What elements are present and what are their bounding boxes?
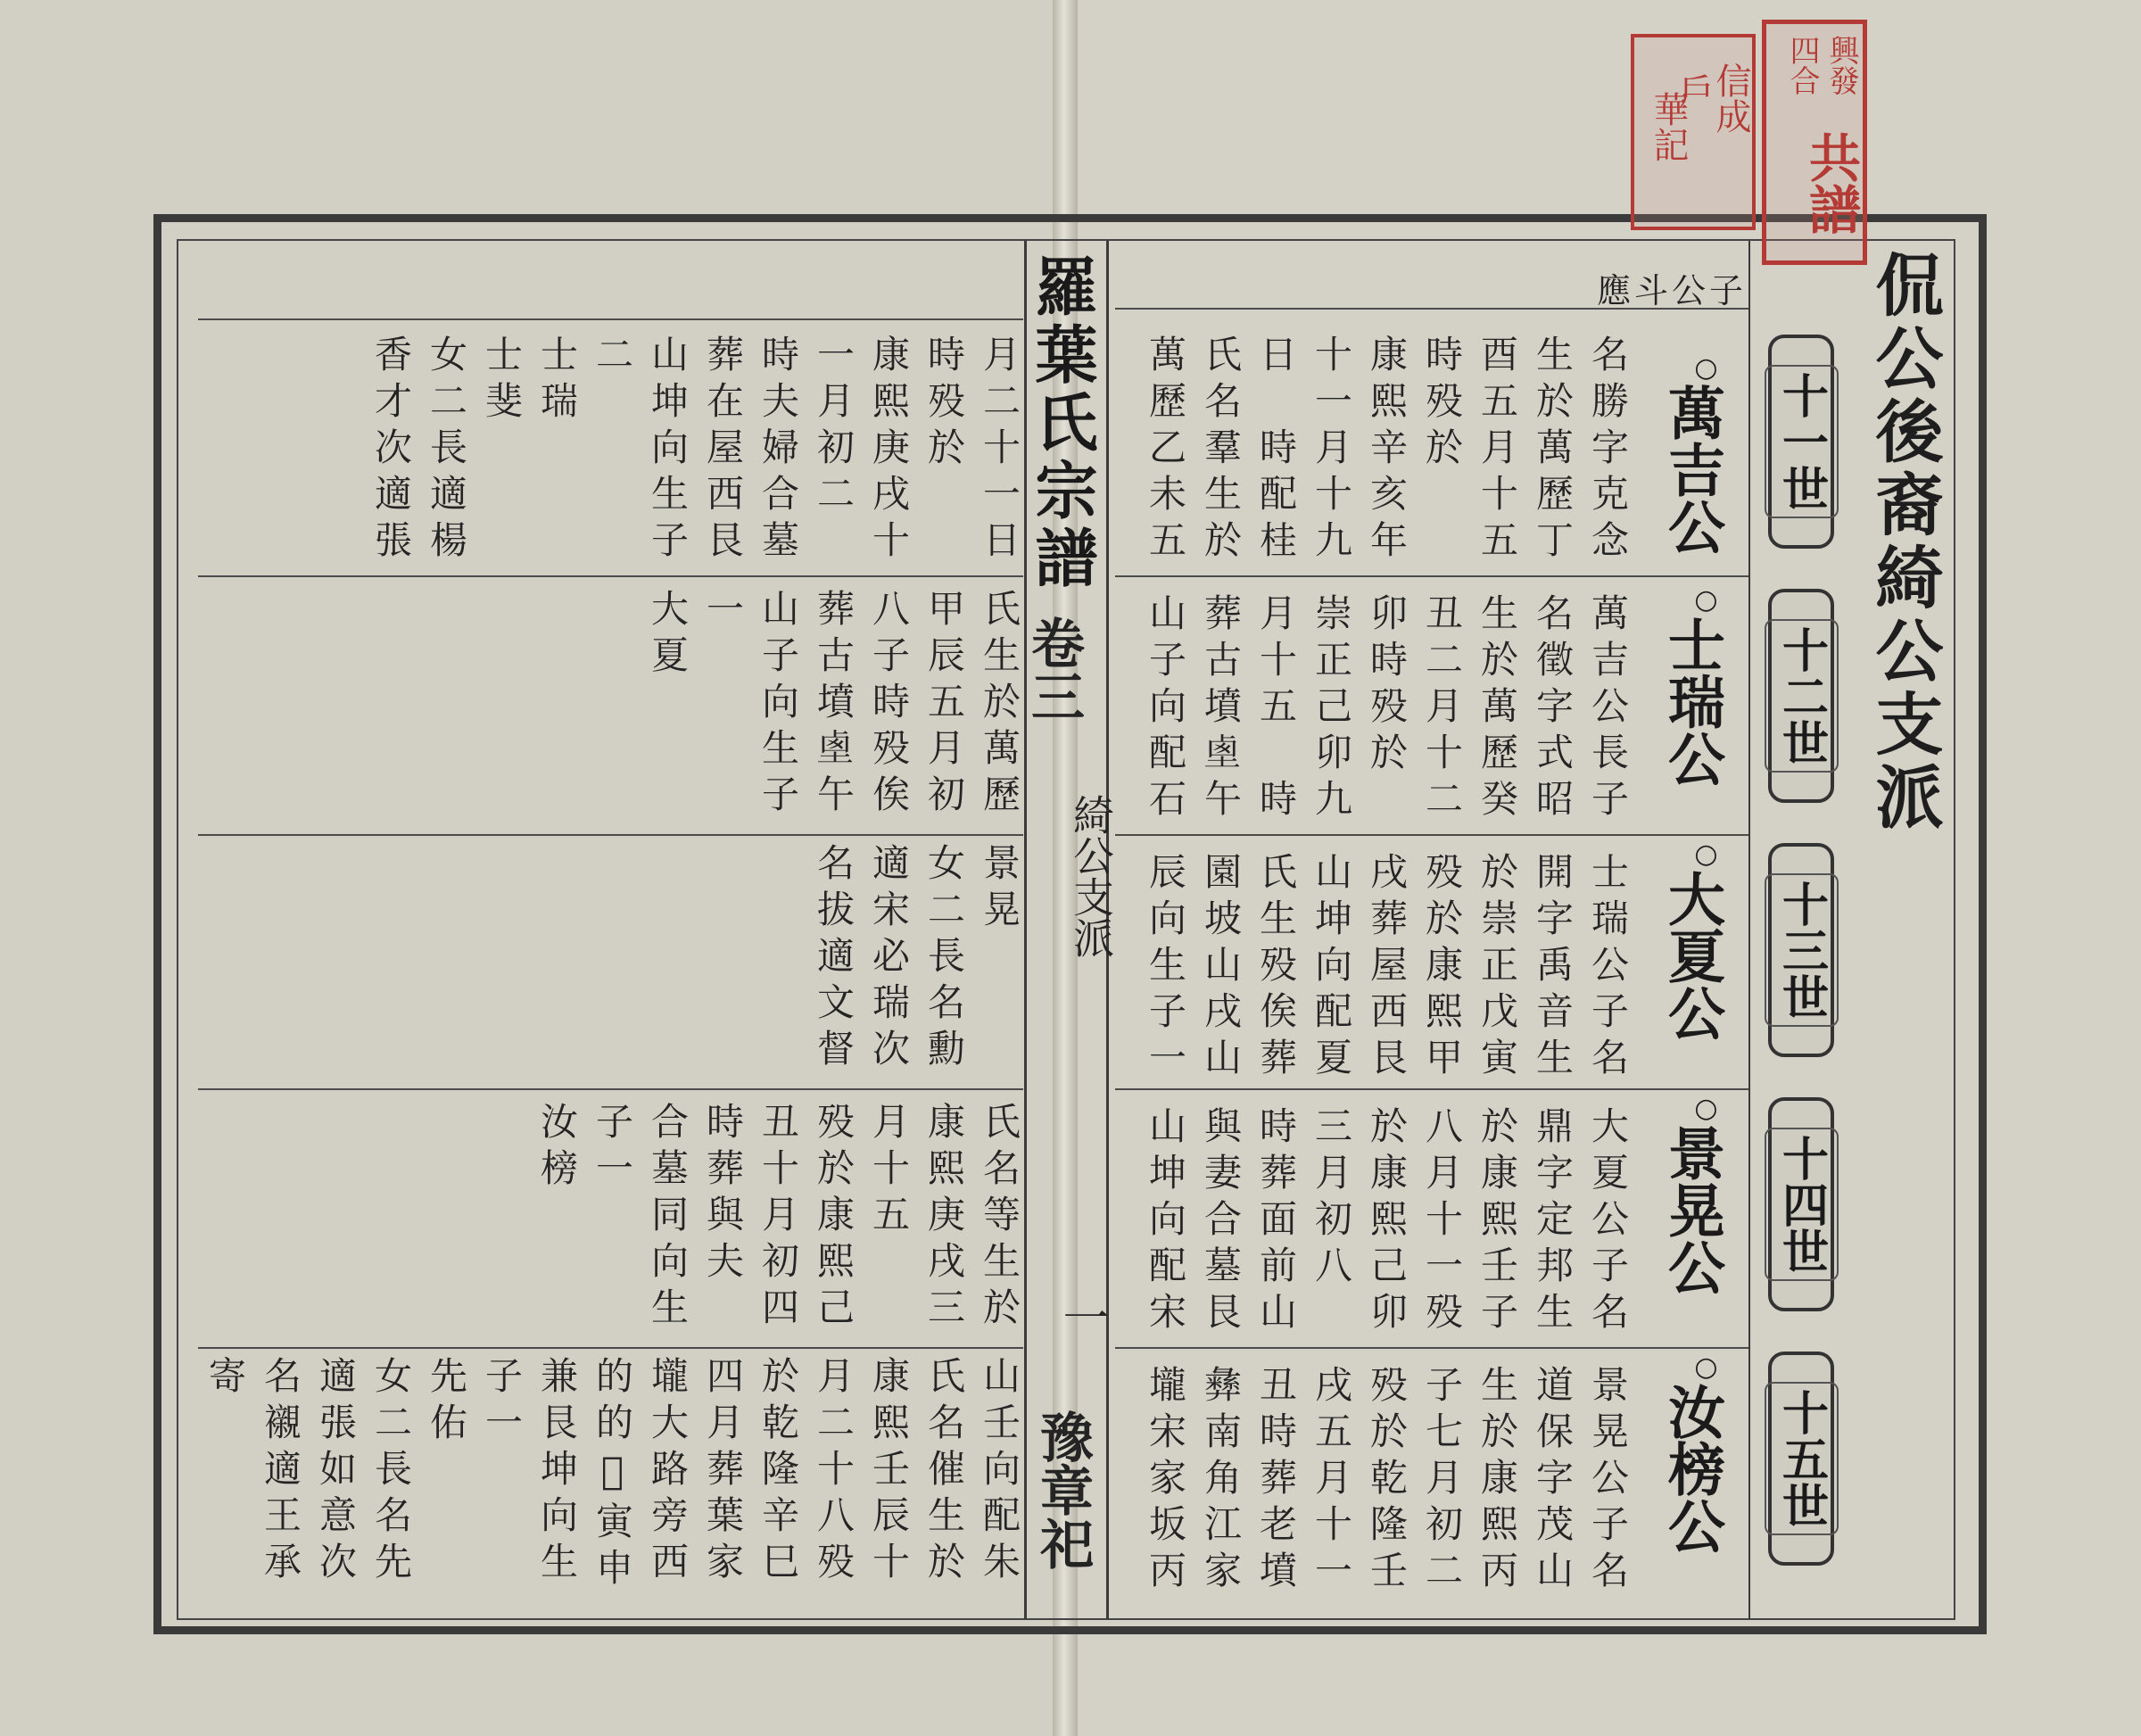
row-line-3	[1115, 1088, 1748, 1090]
left-column: 適張如意次	[314, 1356, 358, 1588]
left-column: 一	[701, 589, 745, 635]
red-seal-right	[1762, 20, 1867, 265]
left-column: 女二長名先	[369, 1356, 413, 1588]
left-column: 甲辰五月初	[922, 589, 966, 821]
left-column: 康熙庚戌三	[922, 1102, 966, 1334]
left-column: 氏生於萬歷	[978, 589, 1021, 821]
left-row-line-2	[198, 575, 1023, 577]
bio-column: 十一月十九	[1310, 335, 1353, 566]
generation-box-12	[1768, 589, 1834, 803]
left-column: 氏名催生於	[922, 1356, 966, 1588]
bio-column: 子七月初二	[1420, 1365, 1464, 1597]
left-column: 大夏	[646, 589, 690, 682]
bio-column: 於崇正戊寅	[1476, 852, 1519, 1084]
bio-column: 丑時葬老墳	[1254, 1365, 1298, 1597]
left-column: 月二十一日	[978, 335, 1021, 566]
bio-column: 萬歷乙未五	[1144, 335, 1187, 566]
bio-column: 壠宋家坂丙	[1144, 1365, 1187, 1597]
left-column: 子一	[591, 1102, 634, 1195]
left-column: 合墓同向生	[646, 1102, 690, 1334]
bio-column: 葬古墳𡍏午	[1199, 593, 1243, 825]
bio-column: 八月十一殁	[1420, 1106, 1464, 1338]
red-seal-left	[1631, 34, 1756, 230]
bio-column: 與妻合墓艮	[1199, 1106, 1243, 1338]
left-column: 四月葬葉家	[701, 1356, 745, 1588]
bio-column: 鼎字定邦生	[1531, 1106, 1575, 1338]
bio-column: 景晃公子名	[1586, 1365, 1630, 1597]
bio-column: 戌五月十一	[1310, 1365, 1353, 1597]
left-column: 葬古墳𡍏午	[812, 589, 856, 821]
bio-column: 氏名羣生於	[1199, 335, 1243, 566]
bio-column: 戌葬屋西艮	[1365, 852, 1409, 1084]
left-column: 香才次適張	[369, 335, 413, 566]
left-column: 景晃	[978, 843, 1021, 936]
left-column: 女二長適楊	[425, 335, 468, 566]
spine-page-number: 一	[1054, 1294, 1108, 1340]
left-column: 康熙壬辰十	[867, 1356, 911, 1588]
generation-box-15	[1768, 1352, 1834, 1566]
left-row-line-5	[198, 1347, 1023, 1349]
seal-text: 興發	[1823, 35, 1859, 95]
seal-text: 戶	[1673, 73, 1714, 109]
generation-label: 十一世	[1765, 365, 1839, 518]
bio-column: 彝南角江家	[1199, 1365, 1243, 1597]
left-column: 丑十月初四	[756, 1102, 800, 1334]
spine-book-title: 羅葉氏宗譜	[1025, 254, 1099, 593]
bio-column: 崇正己卯九	[1310, 593, 1353, 825]
bio-column: 丑二月十二	[1420, 593, 1464, 825]
left-column: 寄	[203, 1356, 247, 1402]
left-column: 兼艮坤向生	[535, 1356, 579, 1588]
generation-column-line	[1748, 241, 1750, 1619]
bio-column: 殁於康熙甲	[1420, 852, 1464, 1084]
seal-text: 四合	[1784, 35, 1820, 95]
left-column: 士瑞	[535, 335, 579, 427]
bio-column: 大夏公子名	[1586, 1106, 1630, 1338]
bio-column: 山坤向配宋	[1144, 1106, 1187, 1338]
left-column: 時葬與夫	[701, 1102, 745, 1287]
left-column: 先佑	[425, 1356, 468, 1449]
left-column: 山子向生子	[756, 589, 800, 821]
person-name-jinghuang: ○景晃公	[1658, 1093, 1725, 1295]
bio-column: 月十五 時	[1254, 593, 1298, 825]
spine-volume: 卷三	[1022, 616, 1085, 723]
left-column: 月十五	[867, 1102, 911, 1241]
left-column: 子一	[480, 1356, 524, 1449]
left-column: 氏名等生於	[978, 1102, 1021, 1334]
left-column: 適宋必瑞次	[867, 843, 911, 1075]
bio-column: 於康熙壬子	[1476, 1106, 1519, 1338]
bio-column: 於康熙己卯	[1365, 1106, 1409, 1338]
bio-column: 酉五月十五	[1476, 335, 1519, 566]
row-line-1	[1115, 575, 1748, 577]
bio-column: 士瑞公子名	[1586, 852, 1630, 1084]
left-column: 時夫婦合墓	[756, 335, 800, 566]
bio-column: 名徵字式昭	[1531, 593, 1575, 825]
bio-column: 卯時殁於	[1365, 593, 1409, 779]
left-column: 月二十八殁	[812, 1356, 856, 1588]
left-column: 葬在屋西艮	[701, 335, 745, 566]
bio-column: 時葬面前山	[1254, 1106, 1298, 1338]
bio-column: 三月初八	[1310, 1106, 1353, 1292]
generation-box-14	[1768, 1097, 1834, 1311]
left-column: 壠大路旁西	[646, 1356, 690, 1588]
bio-column: 康熙辛亥年	[1365, 335, 1409, 566]
generation-label: 十五世	[1765, 1382, 1839, 1535]
seal-text: 信成	[1710, 62, 1751, 134]
left-column: 一月初二	[812, 335, 856, 520]
bio-column: 萬吉公長子	[1586, 593, 1630, 825]
bio-column: 生於康熙丙	[1476, 1365, 1519, 1597]
left-column: 的的𥒧寅申	[591, 1356, 634, 1594]
left-column: 山坤向生子	[646, 335, 690, 566]
left-column: 士斐	[480, 335, 524, 427]
bio-column: 生於萬歷丁	[1531, 335, 1575, 566]
generation-box-13	[1768, 843, 1834, 1057]
bio-column: 開字禹音生	[1531, 852, 1575, 1084]
left-column: 山壬向配朱	[978, 1356, 1021, 1588]
bio-column: 道保字茂山	[1531, 1365, 1575, 1597]
page-title: 侃公後裔綺公支派	[1864, 250, 1944, 835]
left-column: 於乾隆辛巳	[756, 1356, 800, 1588]
person-name-shirui: ○士瑞公	[1658, 584, 1725, 787]
bio-column: 日 時配桂	[1254, 335, 1298, 566]
bio-column: 山坤向配夏	[1310, 852, 1353, 1084]
bio-column: 名勝字克念	[1586, 335, 1630, 566]
generation-box-11	[1768, 335, 1834, 549]
seal-text: 華記	[1648, 91, 1689, 162]
spine-hall-name: 豫章祀	[1031, 1409, 1094, 1570]
generation-label: 十四世	[1765, 1128, 1839, 1281]
person-name-wanji: ○萬吉公	[1658, 352, 1725, 555]
left-column: 名拔適文督	[812, 843, 856, 1075]
row-line-2	[1115, 834, 1748, 836]
bio-column: 辰向生子一	[1144, 852, 1187, 1084]
left-column: 康熙庚戌十	[867, 335, 911, 566]
left-column: 名襯適王承	[259, 1356, 302, 1588]
left-row-line-4	[198, 1088, 1023, 1090]
bio-column: 氏生殁俟葬	[1254, 852, 1298, 1084]
bio-column: 山子向配石	[1144, 593, 1187, 825]
generation-label: 十三世	[1765, 873, 1839, 1027]
header-note-horizontal: 應斗公子	[1597, 271, 1748, 310]
left-column: 女二長名勳	[922, 843, 966, 1075]
bio-column: 生於萬歷癸	[1476, 593, 1519, 825]
bio-column: 殁於乾隆壬	[1365, 1365, 1409, 1597]
left-row-line-3	[198, 834, 1023, 836]
row-line-4	[1115, 1347, 1748, 1349]
seal-text: 共譜	[1800, 131, 1861, 235]
left-column: 八子時殁俟	[867, 589, 911, 821]
person-name-rubang: ○汝榜公	[1658, 1352, 1725, 1554]
bio-column: 園坡山戌山	[1199, 852, 1243, 1084]
bio-column: 時殁於	[1420, 335, 1464, 474]
spine-branch: 綺公支派	[1067, 794, 1115, 958]
left-column: 時殁於	[922, 335, 966, 474]
generation-label: 十二世	[1765, 619, 1839, 773]
left-row-line-1	[198, 318, 1023, 320]
left-column: 殁於康熙己	[812, 1102, 856, 1334]
person-name-daxia: ○大夏公	[1658, 839, 1725, 1041]
left-column: 汝榜	[535, 1102, 579, 1195]
left-column: 二	[591, 335, 634, 381]
